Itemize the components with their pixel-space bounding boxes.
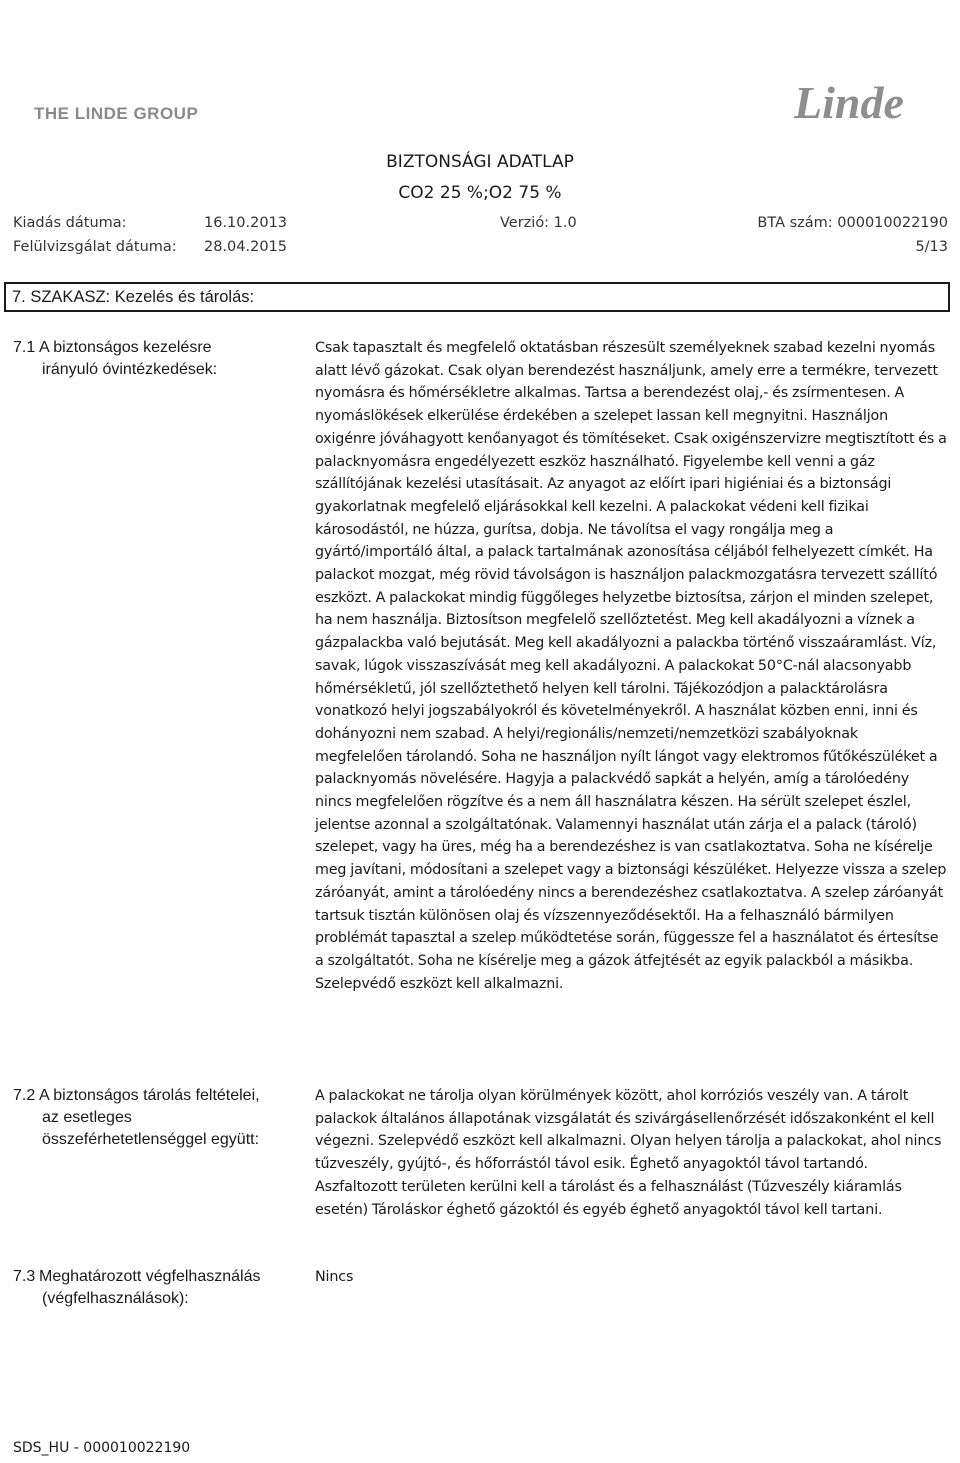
section-header <box>4 282 950 312</box>
subsection-number: 7.3 <box>13 1268 36 1285</box>
subsection-7-1-label <box>13 337 217 381</box>
subsection-number: 7.1 <box>13 339 36 356</box>
subsection-7-2-label <box>13 1085 260 1151</box>
issue-date-value: 16.10.2013 <box>204 215 288 231</box>
subsection-7-3-label <box>13 1266 260 1310</box>
linde-logo-icon <box>790 70 940 130</box>
footer-sds-code: SDS_HU - 000010022190 <box>13 1440 191 1456</box>
subsection-label-line2: irányuló óvintézkedések: <box>42 361 218 378</box>
review-date-value: 28.04.2015 <box>204 239 288 255</box>
product-name: CO2 25 %;O2 75 % <box>398 183 562 203</box>
subsection-7-2-text: A palackokat ne tárolja olyan körülmények között, ahol korróziós veszély van. A tárolt palackok általános állapotának vizsgálatát és szivárgásellenőrzését időszakonként el kell végezni. Szelepvédő eszközt kell alkalmazni. Olyan helyen tárolja a palackokat, ahol nincs tűzveszély, gyújtó-, és hőforrástól távol esik. Éghető anyagoktól távol tartandó. Aszfaltozott területen kerülni kell a tárolást és a felhasználást (Tűzveszély kiáramlás esetén) Tároláskor éghető gázoktól és egyéb éghető anyagoktól távol kell tartani. <box>315 1088 942 1218</box>
subsection-7-1-text: Csak tapasztalt és megfelelő oktatásban részesült személyeknek szabad kezelni nyomás alatt lévő gázokat. Csak olyan berendezést használjunk, amely erre a termékre, tervezett nyomásra és hőmérsékletre alkalmas. Tartsa a berendezést olaj,- és zsírmentesen. A nyomáslökések elkerülése érdekében a szelepet lassan kell megnyitni. Használjon oxigénre jóváhagyott kenőanyagot és tömítéseket. Csak oxigénszervizre megtisztított és a palacknyomásra engedélyezett eszköz használható. Figyelembe kell venni a gáz szállítójának kezelési utasításait. Az anyagot az előírt ipari higiéniai és a biztonsági gyakorlatnak megfelelő eljárásokkal kell kezelni. A palackokat védeni kell fizikai károsodástól, ne húzza, gurítsa, dobja. Ne távolítsa el vagy rongálja meg a gyártó/importáló által, a palack tartalmának azonosítása céljából felhelyezett címkét. Ha palackot mozgat, még rövid távolságon is használjon palackmozgatásra tervezett szállító eszközt. A palackokat mindig függőleges helyzetbe biztosítsa, zárjon el minden szelepet, ha nem használja. Biztosítson megfelelő szellőztetést. Meg kell akadályozni a víznek a gázpalackba való bejutását. Meg kell akadályozni a palackba történő visszaáramlást. Víz, savak, lúgok visszaszívását meg kell akadályozni. A palackokat 50°C-nál alacsonyabb hőmérsékletű, jól szellőztethető helyen kell tárolni. Tájékozódjon a palacktárolásra vonatkozó helyi jogszabályokról és követelményekről. A használat közben enni, inni és dohányozni nem szabad. A helyi/regionális/nemzeti/nemzetközi szabályoknak megfelelően tárolandó. Soha ne használjon nyílt lángot vagy elektromos fűtőkészüléket a palacknyomás növelésére. Hagyja a palackvédő sapkát a helyén, amíg a tárolóedény nincs megfelelően rögzítve és a nem áll használatra készen. Ha sérült szelepet észlel, jelentse azonnal a szolgáltatónak. Valamennyi használat után zárja el a palack (tároló) szelepet, vagy ha üres, még ha a berendezéshez is van csatlakoztatva. Soha ne kísérelje meg javítani, módosítani a szelepet vagy a biztonsági készüléket. Helyezze vissza a szelep záróanyát, amint a tárolóedény nincs a berendezéshez csatlakoztatva. A szelep záróanyát tartsuk tisztán különösen olaj és vízszennyeződésektől. Ha a felhasználó bármilyen problémát tapasztal a szelep működtetése során, függessze fel a használatot és értesítse a szolgáltatót. Soha ne kísérelje meg a gázok átfejtését az egyik palackból a másikba. Szelepvédő eszközt kell alkalmazni. <box>315 340 947 992</box>
svg-text:Linde: Linde <box>794 77 904 128</box>
linde-group-logo-text: THE LINDE GROUP <box>34 104 199 123</box>
review-date-label: Felülvizsgálat dátuma: <box>13 239 177 255</box>
linde-logo <box>790 70 940 130</box>
subsection-7-3-text: Nincs <box>315 1269 354 1285</box>
subsection-label-line2: az esetleges <box>42 1109 132 1126</box>
subsection-label-line3: összeférhetetlenséggel együtt: <box>42 1131 260 1148</box>
bta-number: BTA szám: 000010022190 <box>757 215 948 231</box>
page-number: 5/13 <box>915 239 948 255</box>
subsection-label-line1: A biztonságos kezelésre <box>39 339 212 356</box>
version-label: Verzió: 1.0 <box>500 215 577 231</box>
subsection-label-line2: (végfelhasználások): <box>42 1290 189 1307</box>
subsection-label-line1: Meghatározott végfelhasználás <box>39 1268 261 1285</box>
section-title: 7. SZAKASZ: Kezelés és tárolás: <box>12 288 255 306</box>
subsection-number: 7.2 <box>13 1087 36 1104</box>
issue-date-label: Kiadás dátuma: <box>13 215 127 231</box>
document-title: BIZTONSÁGI ADATLAP <box>386 152 574 172</box>
subsection-label-line1: A biztonságos tárolás feltételei, <box>39 1087 260 1104</box>
